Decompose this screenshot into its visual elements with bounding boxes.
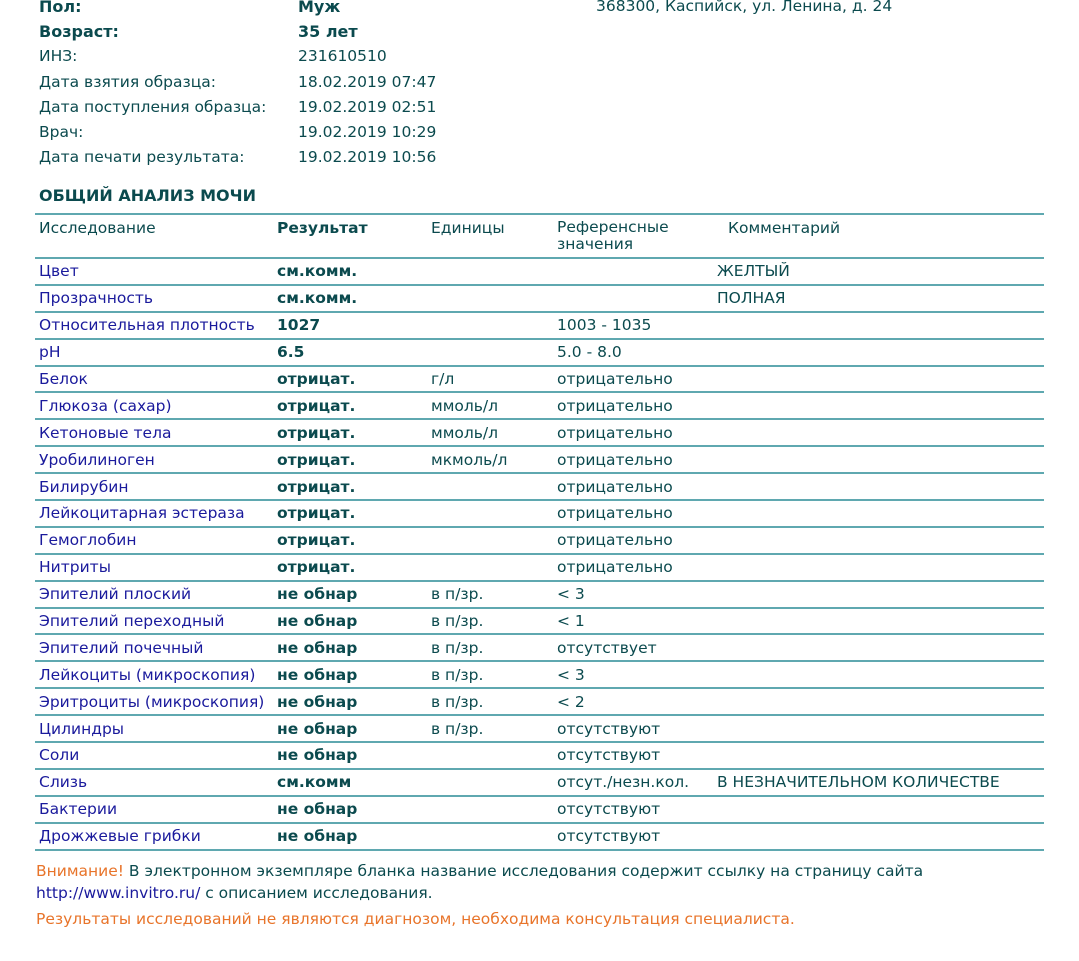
table-header — [35, 215, 1044, 259]
result-value: отрицат. — [277, 370, 356, 388]
warning-label: Внимание! — [36, 862, 124, 880]
reference-value: отрицательно — [557, 504, 673, 523]
result-value: не обнар — [277, 746, 358, 765]
reference-value: отрицательно — [557, 423, 673, 442]
units-value: г/л — [431, 370, 455, 388]
table-row — [35, 716, 1044, 743]
info-label: Пол: — [39, 0, 82, 16]
info-value: 35 лет — [298, 22, 358, 42]
result-value: см.комм. — [277, 289, 358, 308]
table-row — [35, 528, 1044, 555]
info-value: 231610510 — [298, 47, 387, 66]
result-value: отрицат. — [277, 531, 356, 550]
test-name-link[interactable]: Глюкоза (сахар) — [39, 396, 172, 415]
test-name-cell — [35, 424, 277, 442]
table-row — [35, 340, 1044, 367]
test-name-cell — [35, 693, 277, 711]
table-row — [35, 474, 1044, 501]
test-name-link[interactable]: Цвет — [39, 262, 79, 281]
units-value: ммоль/л — [431, 396, 499, 415]
table-row — [35, 313, 1044, 340]
info-value: 19.02.2019 10:29 — [298, 122, 437, 141]
test-name-link[interactable]: Эпителий переходный — [39, 612, 225, 631]
result-value: см.комм. — [277, 262, 358, 281]
table-row — [35, 420, 1044, 447]
results-table — [35, 213, 1044, 851]
test-name-link[interactable]: Гемоглобин — [39, 531, 137, 550]
reference-value: отрицательно — [557, 558, 673, 577]
section-title: ОБЩИЙ АНАЛИЗ МОЧИ — [39, 186, 256, 205]
result-value: не обнар — [277, 638, 358, 657]
reference-value: отсутствуют — [557, 719, 661, 738]
test-name-cell — [35, 800, 277, 818]
header-comment: Комментарий — [728, 219, 841, 237]
header-result: Результат — [277, 219, 368, 237]
info-label: Дата печати результата: — [39, 148, 245, 167]
reference-value: отрицательно — [557, 531, 673, 550]
reference-value: < 1 — [557, 612, 585, 631]
patient-info — [39, 0, 598, 170]
table-row — [35, 770, 1044, 797]
table-row — [35, 259, 1044, 286]
test-name-link[interactable]: Прозрачность — [39, 289, 154, 308]
info-value: 18.02.2019 07:47 — [298, 72, 437, 91]
result-value: не обнар — [277, 585, 358, 604]
invitro-link[interactable]: http://www.invitro.ru/ — [36, 884, 201, 902]
result-value: 6.5 — [277, 343, 305, 362]
units-value: в п/зр. — [431, 665, 484, 684]
table-row — [35, 609, 1044, 636]
header-reference: Референсные значения — [557, 218, 669, 253]
header-test: Исследование — [39, 219, 156, 237]
test-name-cell — [35, 451, 277, 469]
table-row — [35, 555, 1044, 582]
reference-value: отсутствуют — [557, 800, 661, 819]
table-row — [35, 689, 1044, 716]
warning-text: В электронном экземпляре бланка название исследования содержит ссылку на страницу сайта — [124, 862, 924, 880]
test-name-link[interactable]: Эритроциты (микроскопия) — [39, 692, 265, 711]
test-name-cell — [35, 666, 277, 684]
result-value: не обнар — [277, 665, 358, 684]
info-row — [39, 44, 598, 69]
reference-value: отрицательно — [557, 477, 673, 496]
result-value: не обнар — [277, 612, 358, 631]
units-value: в п/зр. — [431, 585, 484, 604]
test-name-cell — [35, 612, 277, 630]
test-name-link[interactable]: Белок — [39, 370, 88, 388]
units-value: в п/зр. — [431, 719, 484, 738]
reference-value: < 3 — [557, 665, 585, 684]
header-units: Единицы — [431, 219, 505, 237]
link-suffix: с описанием исследования. — [200, 884, 433, 902]
reference-value: отрицательно — [557, 370, 673, 388]
info-value: Муж — [298, 0, 341, 16]
info-value: 19.02.2019 02:51 — [298, 97, 437, 116]
test-name-cell — [35, 289, 277, 307]
info-label: Дата взятия образца: — [39, 72, 217, 91]
test-name-link[interactable]: Относительная плотность — [39, 316, 255, 335]
result-value: 1027 — [277, 316, 321, 335]
table-body — [35, 259, 1044, 851]
test-name-link[interactable]: Кетоновые тела — [39, 423, 172, 442]
table-row — [35, 367, 1044, 394]
units-value: в п/зр. — [431, 612, 484, 631]
info-row — [39, 145, 598, 170]
test-name-link[interactable]: Соли — [39, 746, 80, 765]
info-row — [39, 0, 598, 19]
units-value: в п/зр. — [431, 638, 484, 657]
result-value: отрицат. — [277, 477, 356, 496]
table-row — [35, 662, 1044, 689]
test-name-link[interactable]: Уробилиноген — [39, 450, 155, 469]
reference-value: < 3 — [557, 585, 585, 604]
info-label: Возраст: — [39, 22, 119, 42]
test-name-cell — [35, 773, 277, 791]
comment-value: ПОЛНАЯ — [717, 289, 786, 308]
table-row — [35, 393, 1044, 420]
table-row — [35, 797, 1044, 824]
test-name-link[interactable]: pH — [39, 343, 61, 362]
info-label: Врач: — [39, 122, 84, 141]
table-row — [35, 635, 1044, 662]
test-name-link[interactable]: Лейкоцитарная эстераза — [39, 504, 245, 523]
result-value: отрицат. — [277, 396, 356, 415]
table-row — [35, 743, 1044, 770]
reference-value: отрицательно — [557, 450, 673, 469]
result-value: не обнар — [277, 719, 358, 738]
info-row — [39, 19, 598, 44]
result-value: не обнар — [277, 827, 358, 846]
units-value: мкмоль/л — [431, 450, 508, 469]
test-name-cell — [35, 504, 277, 522]
test-name-link[interactable]: Цилиндры — [39, 719, 125, 738]
test-name-link[interactable]: Нитриты — [39, 558, 111, 577]
reference-value: 5.0 - 8.0 — [557, 343, 622, 362]
info-row — [39, 70, 598, 95]
result-value: отрицат. — [277, 423, 356, 442]
reference-value: < 2 — [557, 692, 585, 711]
lab-address: 368300, Каспийск, ул. Ленина, д. 24 — [596, 0, 893, 15]
test-name-cell — [35, 558, 277, 576]
info-row — [39, 95, 598, 120]
result-value: отрицат. — [277, 450, 356, 469]
test-name-link[interactable]: Лейкоциты (микроскопия) — [39, 665, 256, 684]
comment-value: В НЕЗНАЧИТЕЛЬНОМ КОЛИЧЕСТВЕ — [717, 773, 1000, 792]
table-row — [35, 582, 1044, 609]
notes — [36, 860, 923, 904]
test-name-cell — [35, 370, 277, 388]
test-name-link[interactable]: Дрожжевые грибки — [39, 827, 201, 846]
test-name-cell — [35, 531, 277, 549]
info-value: 19.02.2019 10:56 — [298, 148, 437, 167]
test-name-cell — [35, 720, 277, 738]
result-value: отрицат. — [277, 558, 356, 577]
reference-value: отсутствует — [557, 638, 657, 657]
table-row — [35, 286, 1044, 313]
reference-value: отрицательно — [557, 396, 673, 415]
test-name-link[interactable]: Эпителий почечный — [39, 638, 204, 657]
table-row — [35, 501, 1044, 528]
units-value: в п/зр. — [431, 692, 484, 711]
test-name-cell — [35, 478, 277, 496]
reference-value: 1003 - 1035 — [557, 316, 652, 335]
comment-value: ЖЕЛТЫЙ — [717, 262, 790, 281]
test-name-cell — [35, 827, 277, 845]
reference-value: отсутствуют — [557, 746, 661, 765]
test-name-cell — [35, 746, 277, 764]
test-name-link[interactable]: Слизь — [39, 773, 88, 792]
result-value: не обнар — [277, 800, 358, 819]
info-label: Дата поступления образца: — [39, 97, 267, 116]
test-name-cell — [35, 343, 277, 361]
test-name-cell — [35, 316, 277, 334]
disclaimer: Результаты исследований не являются диагнозом, необходима консультация специалиста. — [36, 910, 795, 928]
result-value: не обнар — [277, 692, 358, 711]
table-row — [35, 447, 1044, 474]
test-name-link[interactable]: Билирубин — [39, 477, 129, 496]
test-name-cell — [35, 262, 277, 280]
test-name-link[interactable]: Эпителий плоский — [39, 585, 192, 604]
table-row — [35, 824, 1044, 851]
result-value: см.комм — [277, 773, 352, 792]
info-label: ИНЗ: — [39, 47, 78, 66]
test-name-cell — [35, 585, 277, 603]
test-name-link[interactable]: Бактерии — [39, 800, 118, 819]
units-value: ммоль/л — [431, 423, 499, 442]
reference-value: отсутствуют — [557, 827, 661, 846]
reference-value: отсут./незн.кол. — [557, 773, 690, 792]
test-name-cell — [35, 397, 277, 415]
info-row — [39, 120, 598, 145]
result-value: отрицат. — [277, 504, 356, 523]
test-name-cell — [35, 639, 277, 657]
